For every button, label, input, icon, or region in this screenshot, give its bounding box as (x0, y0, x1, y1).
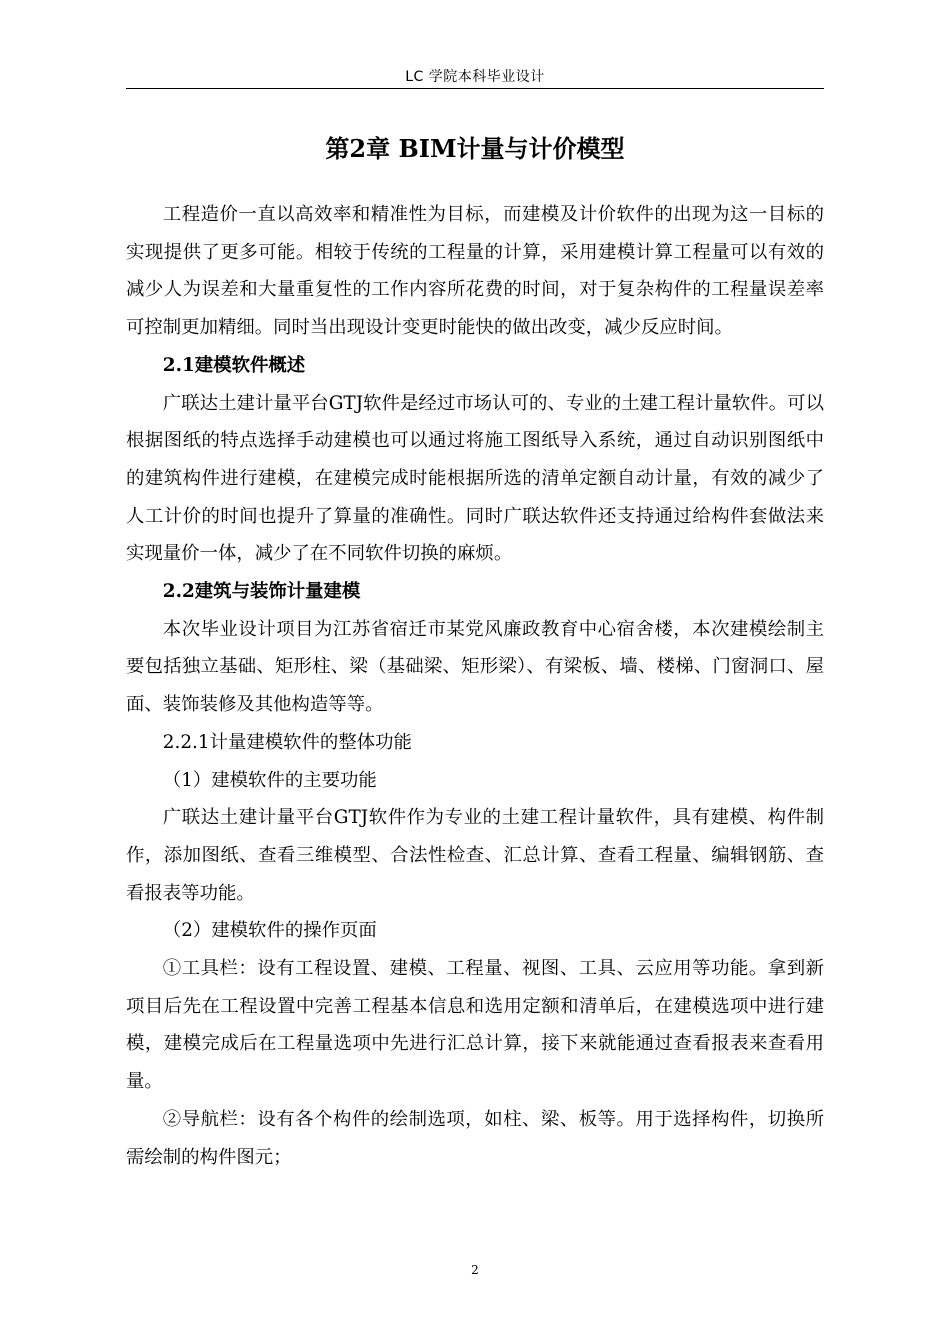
running-header: LC 学院本科毕业设计 (405, 69, 545, 85)
section-heading-2-1: 2.1建模软件概述 (162, 354, 306, 376)
body-text (126, 196, 824, 1176)
section-heading-2-2: 2.2建筑与装饰计量建模 (162, 581, 361, 603)
paragraph-project-scope: 本次毕业设计项目为江苏省宿迁市某党风廉政教育中心宿舍楼，本次建模绘制主要包括独立基础、矩形柱、梁（基础梁、矩形梁）、有梁板、墙、楼梯、门窗洞口、屋面、装饰装修及其他构造等等。 (126, 618, 824, 716)
chapter-title: 第2章 BIM计量与计价模型 (325, 134, 625, 163)
paragraph-navigation-bar: ②导航栏：设有各个构件的绘制选项，如柱、梁、板等。用于选择构件，切换所需绘制的构件图元； (126, 1108, 824, 1168)
paragraph-toolbar: ①工具栏：设有工程设置、建模、工程量、视图、工具、云应用等功能。拿到新项目后先在工程设置中完善工程基本信息和选用定额和清单后，在建模选项中进行建模，建模完成后在工程量选项中先进行汇总计算，接下来就能通过查看报表来查看用量。 (126, 958, 824, 1093)
paragraph-main-functions: 广联达土建计量平台GTJ软件作为专业的土建工程计量软件，具有建模、构件制作，添加图纸、查看三维模型、合法性检查、汇总计算、查看工程量、编辑钢筋、查看报表等功能。 (126, 807, 824, 904)
list-heading-main-functions: （1）建模软件的主要功能 (162, 769, 377, 791)
page-number: 2 (471, 1263, 479, 1277)
paragraph-intro: 工程造价一直以高效率和精准性为目标，而建模及计价软件的出现为这一目标的实现提供了更多可能。相较于传统的工程量的计算，采用建模计算工程量可以有效的减少人为误差和大量重复性的工作内容所花费的时间，对于复杂构件的工程量误差率可控制更加精细。同时当出现设计变更时能快的做出改变，减少反应时间。 (126, 204, 824, 339)
paragraph-gtj-overview: 广联达土建计量平台GTJ软件是经过市场认可的、专业的土建工程计量软件。可以根据图纸的特点选择手动建模也可以通过将施工图纸导入系统，通过自动识别图纸中的建筑构件进行建模，在建模完成时能根据所选的清单定额自动计量，有效的减少了人工计价的时间也提升了算量的准确性。同时广联达软件还支持通过给构件套做法来实现量价一体，减少了在不同软件切换的麻烦。 (126, 392, 824, 565)
header-rule (126, 88, 824, 89)
subsection-heading-2-2-1: 2.2.1计量建模软件的整体功能 (162, 731, 412, 753)
list-heading-operation-page: （2）建模软件的操作页面 (162, 920, 377, 942)
